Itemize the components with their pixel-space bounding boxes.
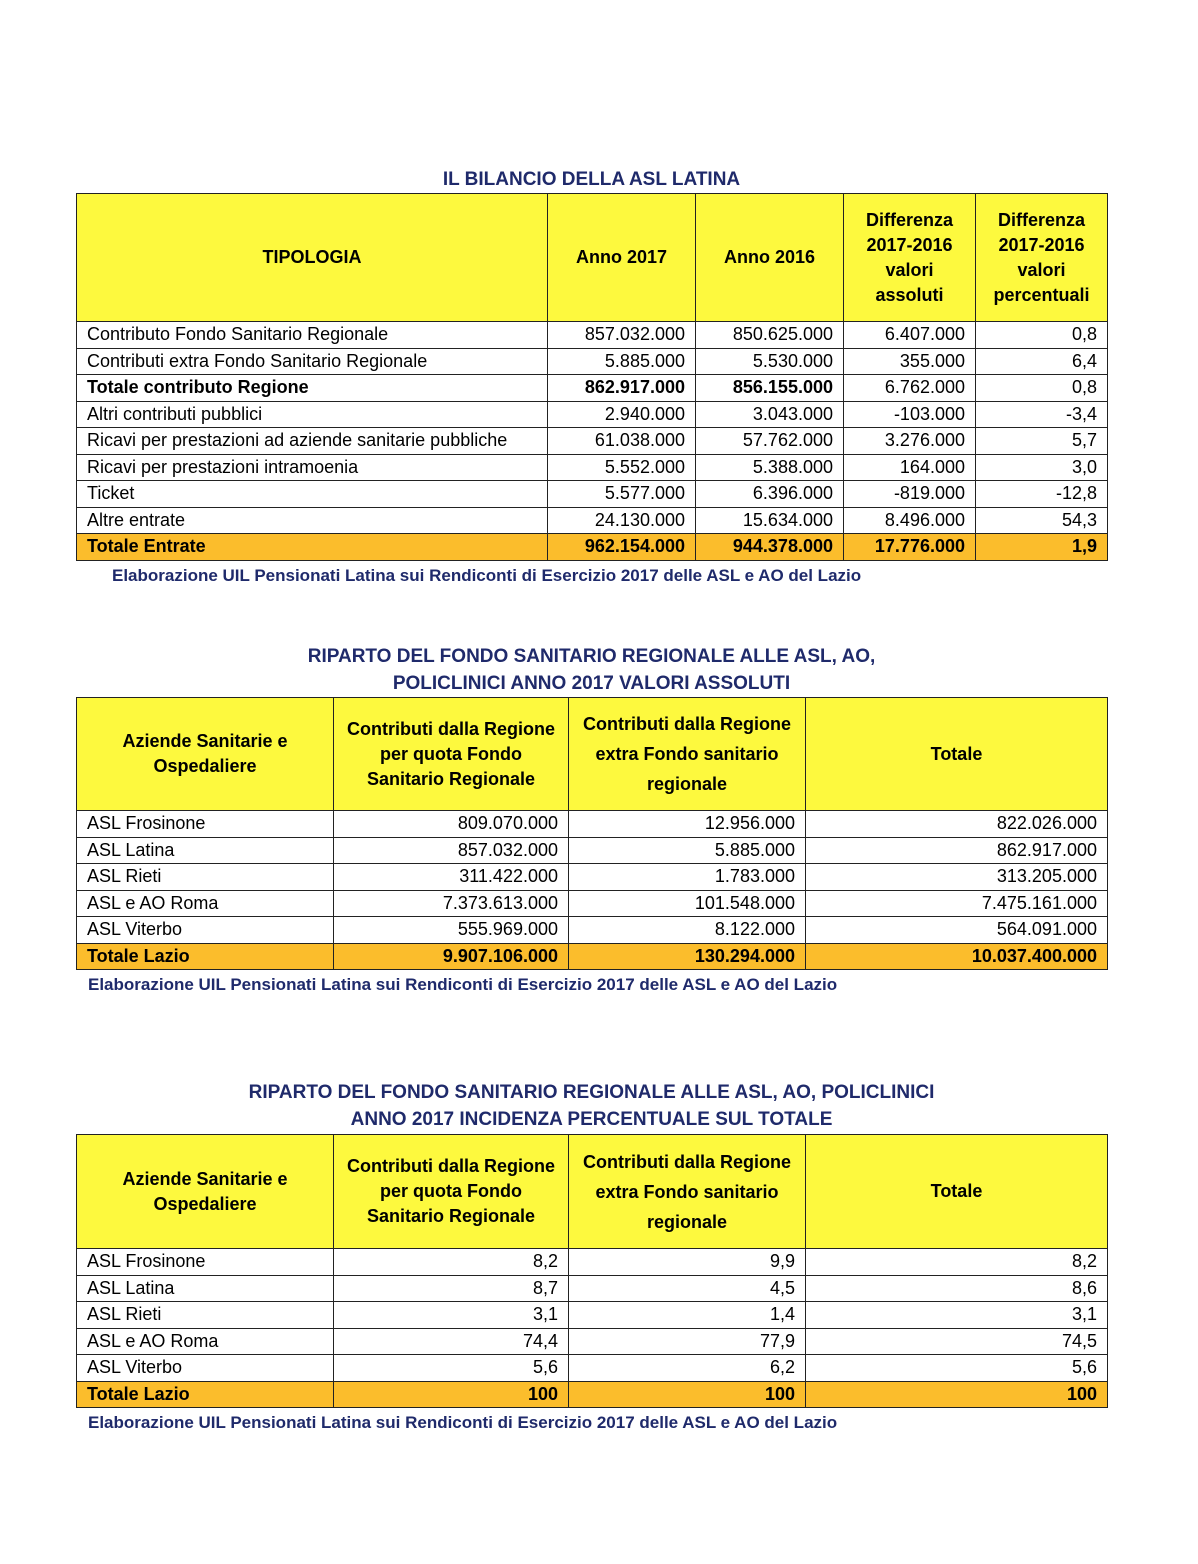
table-row [77, 837, 1108, 864]
value-2017: 857.032.000 [548, 322, 696, 349]
table-row [77, 1275, 1108, 1302]
value-diff-abs: 6.407.000 [844, 322, 976, 349]
row-label: ASL Rieti [77, 1302, 334, 1329]
value-total: 564.091.000 [806, 917, 1108, 944]
value-2017: 24.130.000 [548, 507, 696, 534]
value-diff-abs: 3.276.000 [844, 428, 976, 455]
value-2016: 3.043.000 [696, 401, 844, 428]
value-extra: 101.548.000 [569, 890, 806, 917]
row-label: Altri contributi pubblici [77, 401, 548, 428]
value-2016: 5.530.000 [696, 348, 844, 375]
row-label: ASL e AO Roma [77, 1328, 334, 1355]
row-label: Altre entrate [77, 507, 548, 534]
table3-source-note: Elaborazione UIL Pensionati Latina sui Rendiconti di Esercizio 2017 delle ASL e AO del Lazio [88, 1413, 838, 1432]
header-anno-2016: Anno 2016 [696, 194, 844, 322]
table-row [77, 917, 1108, 944]
row-label: Ticket [77, 481, 548, 508]
value-total: 8,2 [806, 1249, 1108, 1276]
header-tipologia: TIPOLOGIA [77, 194, 548, 322]
header-aziende: Aziende Sanitarie e Ospedaliere [77, 1135, 334, 1249]
value-fsr: 809.070.000 [334, 811, 569, 838]
row-label: Contributi extra Fondo Sanitario Regionale [77, 348, 548, 375]
value-diff-abs: -819.000 [844, 481, 976, 508]
table2-title [76, 643, 1107, 697]
value-2017: 2.940.000 [548, 401, 696, 428]
table-row-subtotal [77, 375, 1108, 402]
value-extra: 12.956.000 [569, 811, 806, 838]
value-extra: 130.294.000 [569, 943, 806, 970]
value-diff-abs: -103.000 [844, 401, 976, 428]
value-total: 862.917.000 [806, 837, 1108, 864]
value-diff-abs: 17.776.000 [844, 534, 976, 561]
value-extra: 100 [569, 1381, 806, 1408]
value-diff-pct: 5,7 [976, 428, 1108, 455]
table-row [77, 481, 1108, 508]
table-row-total [77, 534, 1108, 561]
table1-title: IL BILANCIO DELLA ASL LATINA [442, 169, 741, 190]
value-extra: 1,4 [569, 1302, 806, 1329]
table3-title [76, 1079, 1107, 1133]
value-fsr: 8,7 [334, 1275, 569, 1302]
table2-wrapper [76, 697, 1107, 970]
header-aziende: Aziende Sanitarie e Ospedaliere [77, 698, 334, 811]
value-fsr: 5,6 [334, 1355, 569, 1382]
value-2016: 6.396.000 [696, 481, 844, 508]
row-label: Ricavi per prestazioni ad aziende sanitarie pubbliche [77, 428, 548, 455]
table-row-total [77, 1381, 1108, 1408]
value-total: 5,6 [806, 1355, 1108, 1382]
table-row [77, 864, 1108, 891]
value-diff-pct: 6,4 [976, 348, 1108, 375]
header-contributi-extra: Contributi dalla Regione extra Fondo sanitario regionale [569, 698, 806, 811]
table-row [77, 1249, 1108, 1276]
header-totale: Totale [806, 698, 1108, 811]
table2-title-line2: POLICLINICI ANNO 2017 VALORI ASSOLUTI [392, 673, 791, 694]
row-label: ASL Frosinone [77, 811, 334, 838]
row-label: ASL Frosinone [77, 1249, 334, 1276]
table2-header-row [77, 698, 1108, 811]
value-diff-pct: 54,3 [976, 507, 1108, 534]
budget-table [76, 193, 1108, 561]
value-fsr: 555.969.000 [334, 917, 569, 944]
value-fsr: 9.907.106.000 [334, 943, 569, 970]
value-total: 10.037.400.000 [806, 943, 1108, 970]
row-label: ASL e AO Roma [77, 890, 334, 917]
value-fsr: 8,2 [334, 1249, 569, 1276]
value-2017: 962.154.000 [548, 534, 696, 561]
table-row [77, 348, 1108, 375]
header-diff-absolute: Differenza 2017-2016 valori assoluti [844, 194, 976, 322]
header-contributi-fsr: Contributi dalla Regione per quota Fondo Sanitario Regionale [334, 698, 569, 811]
table1-header-row [77, 194, 1108, 322]
value-diff-pct: 3,0 [976, 454, 1108, 481]
allocation-percent-table [76, 1134, 1108, 1408]
value-diff-pct: -3,4 [976, 401, 1108, 428]
value-2017: 5.577.000 [548, 481, 696, 508]
value-2016: 856.155.000 [696, 375, 844, 402]
value-2016: 850.625.000 [696, 322, 844, 349]
row-label: ASL Viterbo [77, 917, 334, 944]
table3-title-line2: ANNO 2017 INCIDENZA PERCENTUALE SUL TOTALE [350, 1109, 833, 1130]
table-row [77, 890, 1108, 917]
value-diff-pct: -12,8 [976, 481, 1108, 508]
table-row [77, 507, 1108, 534]
value-extra: 8.122.000 [569, 917, 806, 944]
value-2017: 5.552.000 [548, 454, 696, 481]
row-label: Totale Lazio [77, 1381, 334, 1408]
value-2017: 61.038.000 [548, 428, 696, 455]
header-anno-2017: Anno 2017 [548, 194, 696, 322]
table-row [77, 322, 1108, 349]
header-diff-percent: Differenza 2017-2016 valori percentuali [976, 194, 1108, 322]
value-extra: 4,5 [569, 1275, 806, 1302]
value-fsr: 74,4 [334, 1328, 569, 1355]
value-2016: 944.378.000 [696, 534, 844, 561]
value-diff-pct: 0,8 [976, 322, 1108, 349]
allocation-absolute-table [76, 697, 1108, 970]
value-extra: 9,9 [569, 1249, 806, 1276]
table2-title-line1: RIPARTO DEL FONDO SANITARIO REGIONALE ALLE ASL, AO, [307, 646, 876, 667]
value-fsr: 311.422.000 [334, 864, 569, 891]
row-label: Ricavi per prestazioni intramoenia [77, 454, 548, 481]
value-extra: 1.783.000 [569, 864, 806, 891]
table2-source-note: Elaborazione UIL Pensionati Latina sui Rendiconti di Esercizio 2017 delle ASL e AO del Lazio [88, 975, 838, 994]
value-total: 822.026.000 [806, 811, 1108, 838]
value-diff-abs: 6.762.000 [844, 375, 976, 402]
value-fsr: 7.373.613.000 [334, 890, 569, 917]
row-label: ASL Latina [77, 837, 334, 864]
value-diff-pct: 0,8 [976, 375, 1108, 402]
value-extra: 77,9 [569, 1328, 806, 1355]
table3-wrapper [76, 1134, 1107, 1408]
value-2017: 862.917.000 [548, 375, 696, 402]
table3-header-row [77, 1135, 1108, 1249]
value-total: 7.475.161.000 [806, 890, 1108, 917]
value-2016: 5.388.000 [696, 454, 844, 481]
table3-title-line1: RIPARTO DEL FONDO SANITARIO REGIONALE ALLE ASL, AO, POLICLINICI [248, 1082, 935, 1103]
value-fsr: 857.032.000 [334, 837, 569, 864]
table-row [77, 811, 1108, 838]
row-label: Totale Entrate [77, 534, 548, 561]
value-total: 313.205.000 [806, 864, 1108, 891]
row-label: ASL Rieti [77, 864, 334, 891]
table-row [77, 1328, 1108, 1355]
header-contributi-fsr: Contributi dalla Regione per quota Fondo Sanitario Regionale [334, 1135, 569, 1249]
header-contributi-extra: Contributi dalla Regione extra Fondo sanitario regionale [569, 1135, 806, 1249]
header-totale: Totale [806, 1135, 1108, 1249]
table-row [77, 428, 1108, 455]
value-total: 74,5 [806, 1328, 1108, 1355]
row-label: ASL Viterbo [77, 1355, 334, 1382]
value-2016: 57.762.000 [696, 428, 844, 455]
value-extra: 5.885.000 [569, 837, 806, 864]
table1-wrapper [76, 193, 1107, 561]
value-extra: 6,2 [569, 1355, 806, 1382]
table-row [77, 401, 1108, 428]
value-fsr: 3,1 [334, 1302, 569, 1329]
row-label: Contributo Fondo Sanitario Regionale [77, 322, 548, 349]
value-2016: 15.634.000 [696, 507, 844, 534]
table-row [77, 454, 1108, 481]
value-total: 3,1 [806, 1302, 1108, 1329]
value-fsr: 100 [334, 1381, 569, 1408]
table-row [77, 1302, 1108, 1329]
table-row-total [77, 943, 1108, 970]
value-diff-abs: 8.496.000 [844, 507, 976, 534]
row-label: Totale contributo Regione [77, 375, 548, 402]
table1-source-note: Elaborazione UIL Pensionati Latina sui Rendiconti di Esercizio 2017 delle ASL e AO del Lazio [112, 566, 862, 585]
value-diff-abs: 355.000 [844, 348, 976, 375]
value-diff-pct: 1,9 [976, 534, 1108, 561]
value-2017: 5.885.000 [548, 348, 696, 375]
value-total: 8,6 [806, 1275, 1108, 1302]
value-total: 100 [806, 1381, 1108, 1408]
row-label: Totale Lazio [77, 943, 334, 970]
table-row [77, 1355, 1108, 1382]
value-diff-abs: 164.000 [844, 454, 976, 481]
row-label: ASL Latina [77, 1275, 334, 1302]
